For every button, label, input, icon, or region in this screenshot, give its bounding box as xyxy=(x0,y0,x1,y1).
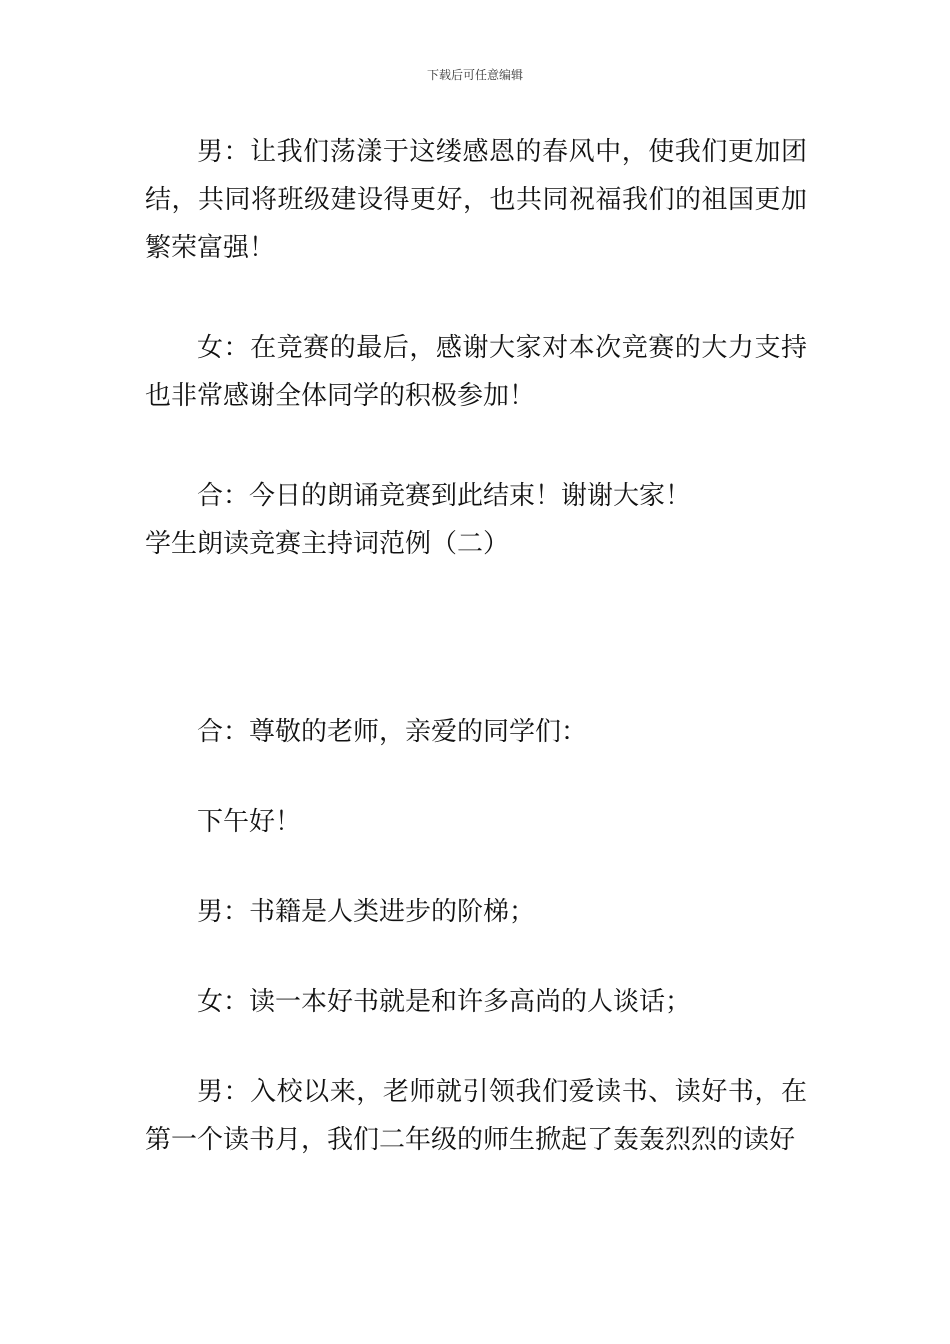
document-body xyxy=(145,128,807,1164)
paragraph-closing-together: 合：今日的朗诵竞赛到此结束！谢谢大家！ xyxy=(197,481,692,511)
paragraph-spacer xyxy=(145,936,807,978)
paragraph-closing-male: 男：让我们荡漾于这缕感恩的春风中，使我们更加团结，共同将班级建设得更好，也共同祝福我们的祖国更加繁荣富强！ xyxy=(145,137,807,263)
paragraph-male-books: 男：书籍是人类进步的阶梯； xyxy=(197,897,536,927)
paragraph-female-reading: 女：读一本好书就是和许多高尚的人谈话； xyxy=(197,987,692,1017)
paragraph-closing-female: 女：在竞赛的最后，感谢大家对本次竞赛的大力支持也非常感谢全体同学的积极参加！ xyxy=(145,333,807,411)
paragraph-spacer xyxy=(145,756,807,798)
paragraph-spacer xyxy=(145,420,807,472)
section-title: 学生朗读竞赛主持词范例（二） xyxy=(145,529,510,559)
paragraph-spacer xyxy=(145,1026,807,1068)
paragraph-spacer xyxy=(145,272,807,324)
paragraph-spacer xyxy=(145,846,807,888)
paragraph-male-reading-month: 男：入校以来，老师就引领我们爱读书、读好书，在第一个读书月，我们二年级的师生掀起了轰轰烈烈的读好 xyxy=(145,1077,807,1155)
section-spacer xyxy=(145,568,807,708)
paragraph-greeting-together: 合：尊敬的老师，亲爱的同学们： xyxy=(197,717,588,747)
paragraph-good-afternoon: 下午好！ xyxy=(197,807,302,837)
page-header-note: 下载后可任意编辑 xyxy=(426,68,523,82)
